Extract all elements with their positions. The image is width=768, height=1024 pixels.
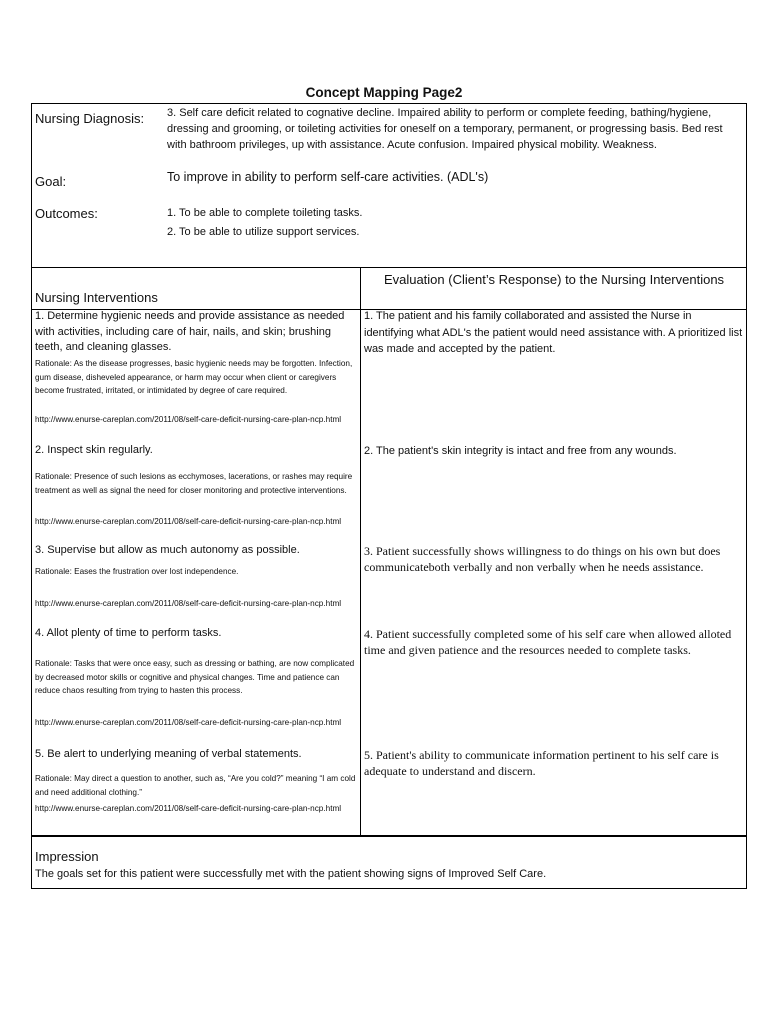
impression-text: The goals set for this patient were successfully met with the patient showing signs of Improved Self Care. bbox=[35, 868, 547, 880]
impression-label: Impression bbox=[35, 849, 99, 864]
column-divider bbox=[360, 268, 361, 836]
intervention-text: 3. Supervise but allow as much autonomy as possible. bbox=[35, 544, 300, 556]
intervention-text: 2. Inspect skin regularly. bbox=[35, 444, 153, 456]
outcome-item: 2. To be able to utilize support services. bbox=[167, 226, 360, 238]
rationale-text: Rationale: Eases the frustration over lost independence. bbox=[35, 567, 239, 576]
page-title: Concept Mapping Page2 bbox=[305, 85, 463, 100]
intervention-text: 1. Determine hygienic needs and provide assistance as needed with activities, including care of hair, nails, and skin; brushing teeth, and cleaning glasses. bbox=[35, 310, 345, 353]
evaluation-text: 5. Patient's ability to communicate information pertinent to his self care is adequate to understand and discern. bbox=[364, 748, 719, 778]
evaluation-text: 1. The patient and his family collaborated and assisted the Nurse in identifying what ADL's the patient would need assistance with. A prioritized list was made and accepted by the patient. bbox=[364, 310, 743, 355]
intervention-text: 4. Allot plenty of time to perform tasks. bbox=[35, 627, 222, 639]
diagnosis-label: Nursing Diagnosis: bbox=[35, 111, 145, 126]
outcome-item: 1. To be able to complete toileting tasks. bbox=[167, 207, 363, 219]
reference-link[interactable]: http://www.enurse-careplan.com/2011/08/self-care-deficit-nursing-care-plan-ncp.html bbox=[35, 804, 342, 813]
rationale-text: Rationale: May direct a question to another, such as, “Are you cold?” meaning “I am cold and need additional clothing.” bbox=[35, 774, 356, 797]
rationale-text: Rationale: Tasks that were once easy, such as dressing or bathing, are now complicated by decreased motor skills or cognitive and physical changes. Time and patience can reduce chaos resulting from trying to hasten this process. bbox=[35, 659, 355, 695]
reference-link[interactable]: http://www.enurse-careplan.com/2011/08/self-care-deficit-nursing-care-plan-ncp.html bbox=[35, 415, 342, 424]
interventions-header: Nursing Interventions bbox=[35, 290, 158, 305]
rationale-text: Rationale: As the disease progresses, basic hygienic needs may be forgotten. Infection, gum disease, disheveled appearance, or harm may occur when client or caregivers become frustrated, irritated, or intimidated by degree of care required. bbox=[35, 359, 353, 395]
goal-label: Goal: bbox=[35, 174, 67, 189]
goal-text: To improve in ability to perform self-care activities. (ADL's) bbox=[167, 170, 489, 184]
diagnosis-text: 3. Self care deficit related to cognative decline. Impaired ability to perform or complete feeding, bathing/hygiene, dressing and grooming, or toileting activities for oneself on a temporary, permanent, or progressing basis. Bed rest with bathroom privileges, up with assistance. Acute confusion. Impaired physical mobility. Weakness. bbox=[167, 107, 723, 151]
reference-link[interactable]: http://www.enurse-careplan.com/2011/08/self-care-deficit-nursing-care-plan-ncp.html bbox=[35, 517, 342, 526]
reference-link[interactable]: http://www.enurse-careplan.com/2011/08/self-care-deficit-nursing-care-plan-ncp.html bbox=[35, 599, 342, 608]
evaluation-text: 4. Patient successfully completed some of his self care when allowed alloted time and given patience and the resources needed to complete tasks. bbox=[364, 627, 732, 657]
outcomes-label: Outcomes: bbox=[35, 206, 98, 221]
rationale-text: Rationale: Presence of such lesions as ecchymoses, lacerations, or rashes may require treatment as well as signal the need for closer monitoring and protective interventions. bbox=[35, 472, 353, 495]
evaluation-header: Evaluation (Client’s Response) to the Nursing Interventions bbox=[383, 272, 725, 287]
evaluation-text: 3. Patient successfully shows willingness to do things on his own but does communicateboth verbally and non verbally when he needs assistance. bbox=[364, 544, 721, 574]
evaluation-text: 2. The patient's skin integrity is intact and free from any wounds. bbox=[364, 445, 677, 457]
intervention-text: 5. Be alert to underlying meaning of verbal statements. bbox=[35, 748, 302, 760]
reference-link[interactable]: http://www.enurse-careplan.com/2011/08/self-care-deficit-nursing-care-plan-ncp.html bbox=[35, 718, 342, 727]
